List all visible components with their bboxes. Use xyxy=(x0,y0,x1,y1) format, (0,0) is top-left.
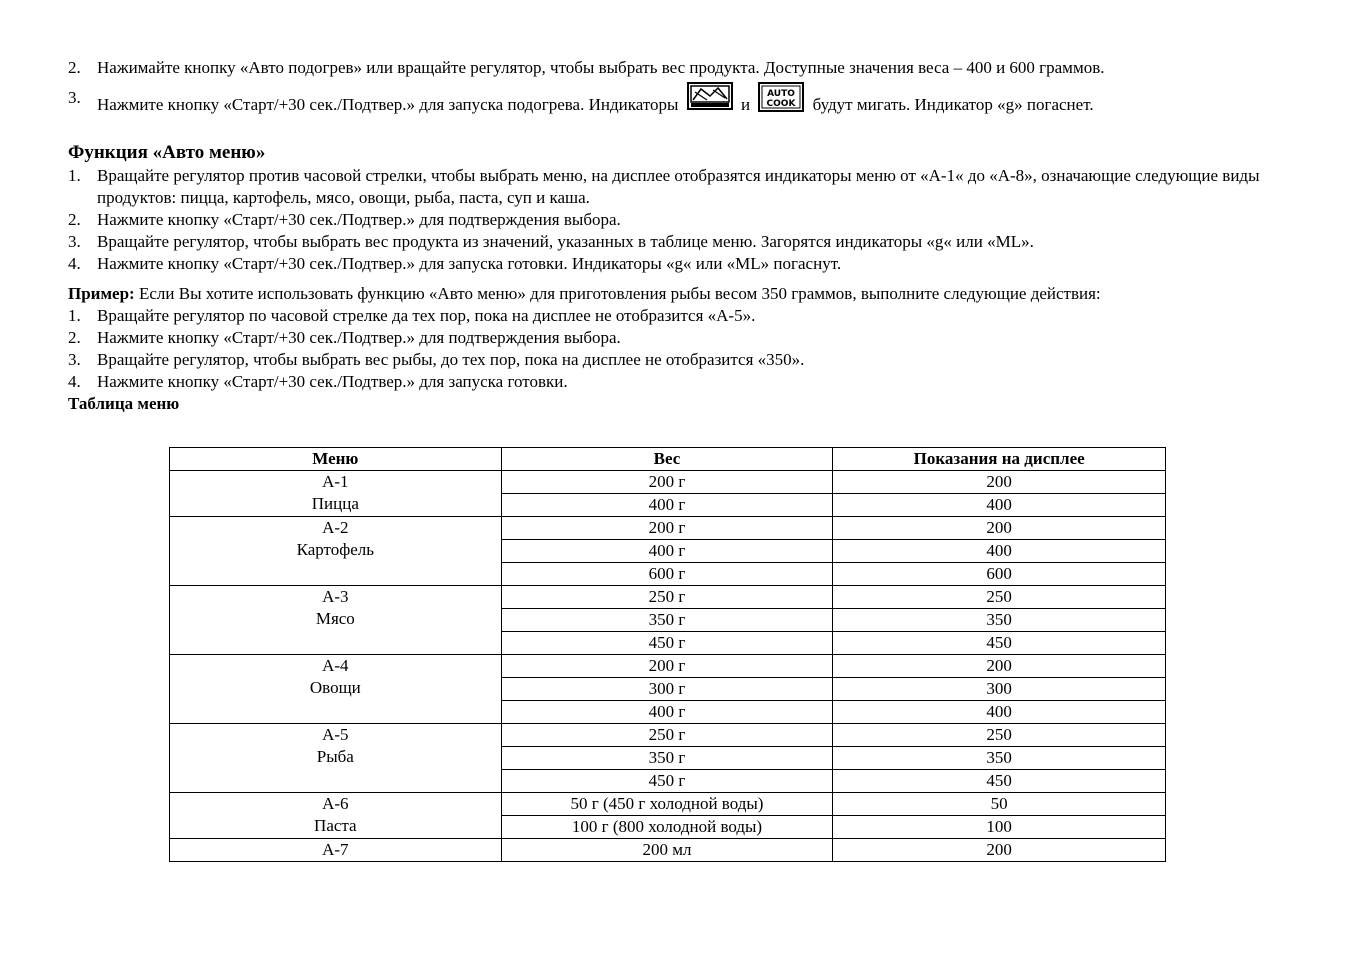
header-menu: Меню xyxy=(170,448,502,471)
weight-cell: 350 г xyxy=(501,609,833,632)
example-step-3 xyxy=(68,349,1298,371)
table-row xyxy=(170,793,1166,816)
display-cell: 350 xyxy=(833,747,1166,770)
table-row xyxy=(170,839,1166,862)
menu-name: Овощи xyxy=(309,678,361,697)
step-number: 3. xyxy=(68,88,81,107)
weight-cell: 300 г xyxy=(501,678,833,701)
display-cell: 50 xyxy=(833,793,1166,816)
display-cell: 250 xyxy=(833,586,1166,609)
auto-menu-step-4 xyxy=(68,253,1298,275)
display-cell: 400 xyxy=(833,540,1166,563)
step-number: 3. xyxy=(68,232,81,251)
example-step-1 xyxy=(68,305,1298,327)
menu-cell xyxy=(170,793,502,839)
menu-code: А-1 xyxy=(322,472,349,491)
weight-cell: 200 мл xyxy=(501,839,833,862)
table-title: Таблица меню xyxy=(68,394,180,413)
example-paragraph xyxy=(68,283,1298,305)
menu-code: А-4 xyxy=(322,656,349,675)
auto-label: AUTO xyxy=(767,89,796,99)
display-cell: 200 xyxy=(833,517,1166,540)
example-text: Если Вы хотите использовать функцию «Авто меню» для приготовления рыбы весом 350 граммов, выполните следующие действия: xyxy=(134,284,1101,303)
table-row xyxy=(170,655,1166,678)
step-text: Нажмите кнопку «Старт/+30 сек./Подтвер.» для запуска готовки. Индикаторы «g« или «ML» погаснут. xyxy=(97,254,842,273)
display-cell: 200 xyxy=(833,471,1166,494)
reheat-indicator-icon xyxy=(687,82,733,110)
table-row xyxy=(170,471,1166,494)
menu-code: А-7 xyxy=(322,840,349,859)
display-cell: 250 xyxy=(833,724,1166,747)
example-step-2 xyxy=(68,327,1298,349)
menu-name: Картофель xyxy=(296,540,375,559)
header-display: Показания на дисплее xyxy=(833,448,1166,471)
auto-menu-step-1 xyxy=(68,165,1298,209)
step-text: Нажмите кнопку «Старт/+30 сек./Подтвер.» для подтверждения выбора. xyxy=(97,210,621,229)
weight-cell: 450 г xyxy=(501,632,833,655)
table-row xyxy=(170,586,1166,609)
step-number: 4. xyxy=(68,372,81,391)
example-step-4 xyxy=(68,371,1298,393)
weight-cell: 100 г (800 холодной воды) xyxy=(501,816,833,839)
display-cell: 400 xyxy=(833,494,1166,517)
example-steps xyxy=(68,305,1298,393)
display-cell: 400 xyxy=(833,701,1166,724)
weight-cell: 400 г xyxy=(501,701,833,724)
display-cell: 300 xyxy=(833,678,1166,701)
step-text: Вращайте регулятор, чтобы выбрать вес продукта из значений, указанных в таблице меню. Загорятся индикаторы «g« или «ML». xyxy=(97,232,1034,251)
step-number: 2. xyxy=(68,210,81,229)
weight-cell: 350 г xyxy=(501,747,833,770)
step-text: Нажимайте кнопку «Авто подогрев» или вращайте регулятор, чтобы выбрать вес продукта. Доступные значения веса – 400 и 600 граммов. xyxy=(97,58,1105,77)
display-cell: 100 xyxy=(833,816,1166,839)
table-header-row xyxy=(170,448,1166,471)
step-text-after: будут мигать. Индикатор «g» погаснет. xyxy=(812,95,1094,114)
instruction-page xyxy=(68,57,1298,415)
step-number: 4. xyxy=(68,254,81,273)
step-text: Нажмите кнопку «Старт/+30 сек./Подтвер.» для запуска подогрева. Индикаторы xyxy=(97,95,679,114)
step-text: Вращайте регулятор по часовой стрелке да тех пор, пока на дисплее не отобразится «А-5». xyxy=(97,306,756,325)
menu-table xyxy=(169,447,1166,862)
table-row xyxy=(170,724,1166,747)
auto-menu-step-3 xyxy=(68,231,1298,253)
weight-cell: 400 г xyxy=(501,494,833,517)
auto-menu-steps xyxy=(68,165,1298,275)
section-title: Функция «Авто меню» xyxy=(68,142,266,163)
intro-step-3 xyxy=(68,85,1298,118)
menu-name: Пицца xyxy=(311,494,359,513)
menu-cell xyxy=(170,517,502,586)
menu-cell xyxy=(170,839,502,862)
step-number: 1. xyxy=(68,166,81,185)
weight-cell: 50 г (450 г холодной воды) xyxy=(501,793,833,816)
auto-menu-step-2 xyxy=(68,209,1298,231)
step-number: 3. xyxy=(68,350,81,369)
step-number: 2. xyxy=(68,328,81,347)
menu-cell xyxy=(170,655,502,724)
display-cell: 450 xyxy=(833,770,1166,793)
auto-cook-indicator-icon xyxy=(758,82,804,110)
menu-name: Рыба xyxy=(316,747,354,766)
weight-cell: 250 г xyxy=(501,724,833,747)
step-number: 2. xyxy=(68,58,81,77)
menu-name: Паста xyxy=(314,816,357,835)
menu-code: А-6 xyxy=(322,794,349,813)
display-cell: 350 xyxy=(833,609,1166,632)
header-weight: Вес xyxy=(501,448,833,471)
step-text: Вращайте регулятор, чтобы выбрать вес рыбы, до тех пор, пока на дисплее не отобразится «350». xyxy=(97,350,805,369)
weight-cell: 400 г xyxy=(501,540,833,563)
step-text: Нажмите кнопку «Старт/+30 сек./Подтвер.» для запуска готовки. xyxy=(97,372,568,391)
weight-cell: 200 г xyxy=(501,655,833,678)
step-text: Вращайте регулятор против часовой стрелки, чтобы выбрать меню, на дисплее отобразятся индикаторы меню от «А-1« до «А-8», означающие следующие виды продуктов: пицца, картофель, мясо, овощи, рыба, паста, суп и каша. xyxy=(97,166,1260,207)
table-row xyxy=(170,517,1166,540)
weight-cell: 200 г xyxy=(501,517,833,540)
conjunction-text: и xyxy=(740,95,751,114)
display-cell: 600 xyxy=(833,563,1166,586)
example-label: Пример: xyxy=(68,284,135,303)
table-body xyxy=(170,471,1166,862)
menu-cell xyxy=(170,471,502,517)
step-number: 1. xyxy=(68,306,81,325)
step-text: Нажмите кнопку «Старт/+30 сек./Подтвер.» для подтверждения выбора. xyxy=(97,328,621,347)
weight-cell: 200 г xyxy=(501,471,833,494)
menu-code: А-3 xyxy=(322,587,349,606)
menu-name: Мясо xyxy=(315,609,355,628)
weight-cell: 450 г xyxy=(501,770,833,793)
intro-step-2 xyxy=(68,57,1298,79)
display-cell: 200 xyxy=(833,839,1166,862)
menu-cell xyxy=(170,586,502,655)
weight-cell: 600 г xyxy=(501,563,833,586)
cook-label: COOK xyxy=(766,99,796,109)
display-cell: 450 xyxy=(833,632,1166,655)
menu-cell xyxy=(170,724,502,793)
menu-code: А-5 xyxy=(322,725,349,744)
menu-code: А-2 xyxy=(322,518,349,537)
weight-cell: 250 г xyxy=(501,586,833,609)
display-cell: 200 xyxy=(833,655,1166,678)
